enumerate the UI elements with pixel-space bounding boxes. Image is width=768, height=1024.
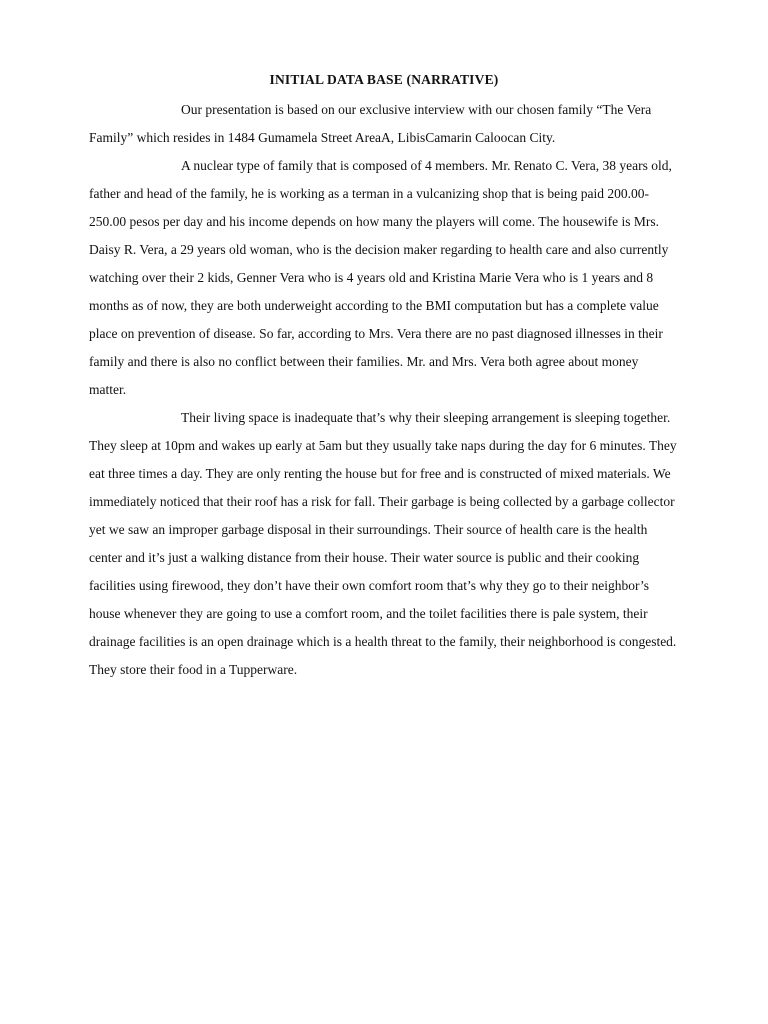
paragraph-living-conditions: Their living space is inadequate that’s why their sleeping arrangement is sleeping together. They sleep at 10pm and wakes up early at 5am but they usually take naps during the day for 6 minutes. They eat three times a day. They are only renting the house but for free and is constructed of mixed materials. We immediately noticed that their roof has a risk for fall. Their garbage is being collected by a garbage collector yet we saw an improper garbage disposal in their surroundings. Their source of health care is the health center and it’s just a walking distance from their house. Their water source is public and their cooking facilities using firewood, they don’t have their own comfort room that’s why they go to their neighbor’s house whenever they are going to use a comfort room, and the toilet facilities there is pale system, their drainage facilities is an open drainage which is a health threat to the family, their neighborhood is congested. They store their food in a Tupperware.	[89, 410, 677, 677]
paragraph-intro: Our presentation is based on our exclusive interview with our chosen family “The Vera Family” which resides in 1484 Gumamela Street AreaA, LibisCamarin Caloocan City.	[89, 102, 652, 145]
paragraph-family-members: A nuclear type of family that is composed of 4 members. Mr. Renato C. Vera, 38 years old, father and head of the family, he is working as a terman in a vulcanizing shop that is being paid 200.00-250.00 pesos per day and his income depends on how many the players will come. The housewife is Mrs. Daisy R. Vera, a 29 years old woman, who is the decision maker regarding to health care and also currently watching over their 2 kids, Genner Vera who is 4 years old and Kristina Marie Vera who is 1 years and 8 months as of now, they are both underweight according to the BMI computation but has a complete value place on prevention of disease. So far, according to Mrs. Vera there are no past diagnosed illnesses in their family and there is also no conflict between their families. Mr. and Mrs. Vera both agree about money matter.	[89, 158, 672, 397]
document-title: INITIAL DATA BASE (NARRATIVE)	[269, 72, 499, 87]
document-body	[89, 96, 677, 684]
